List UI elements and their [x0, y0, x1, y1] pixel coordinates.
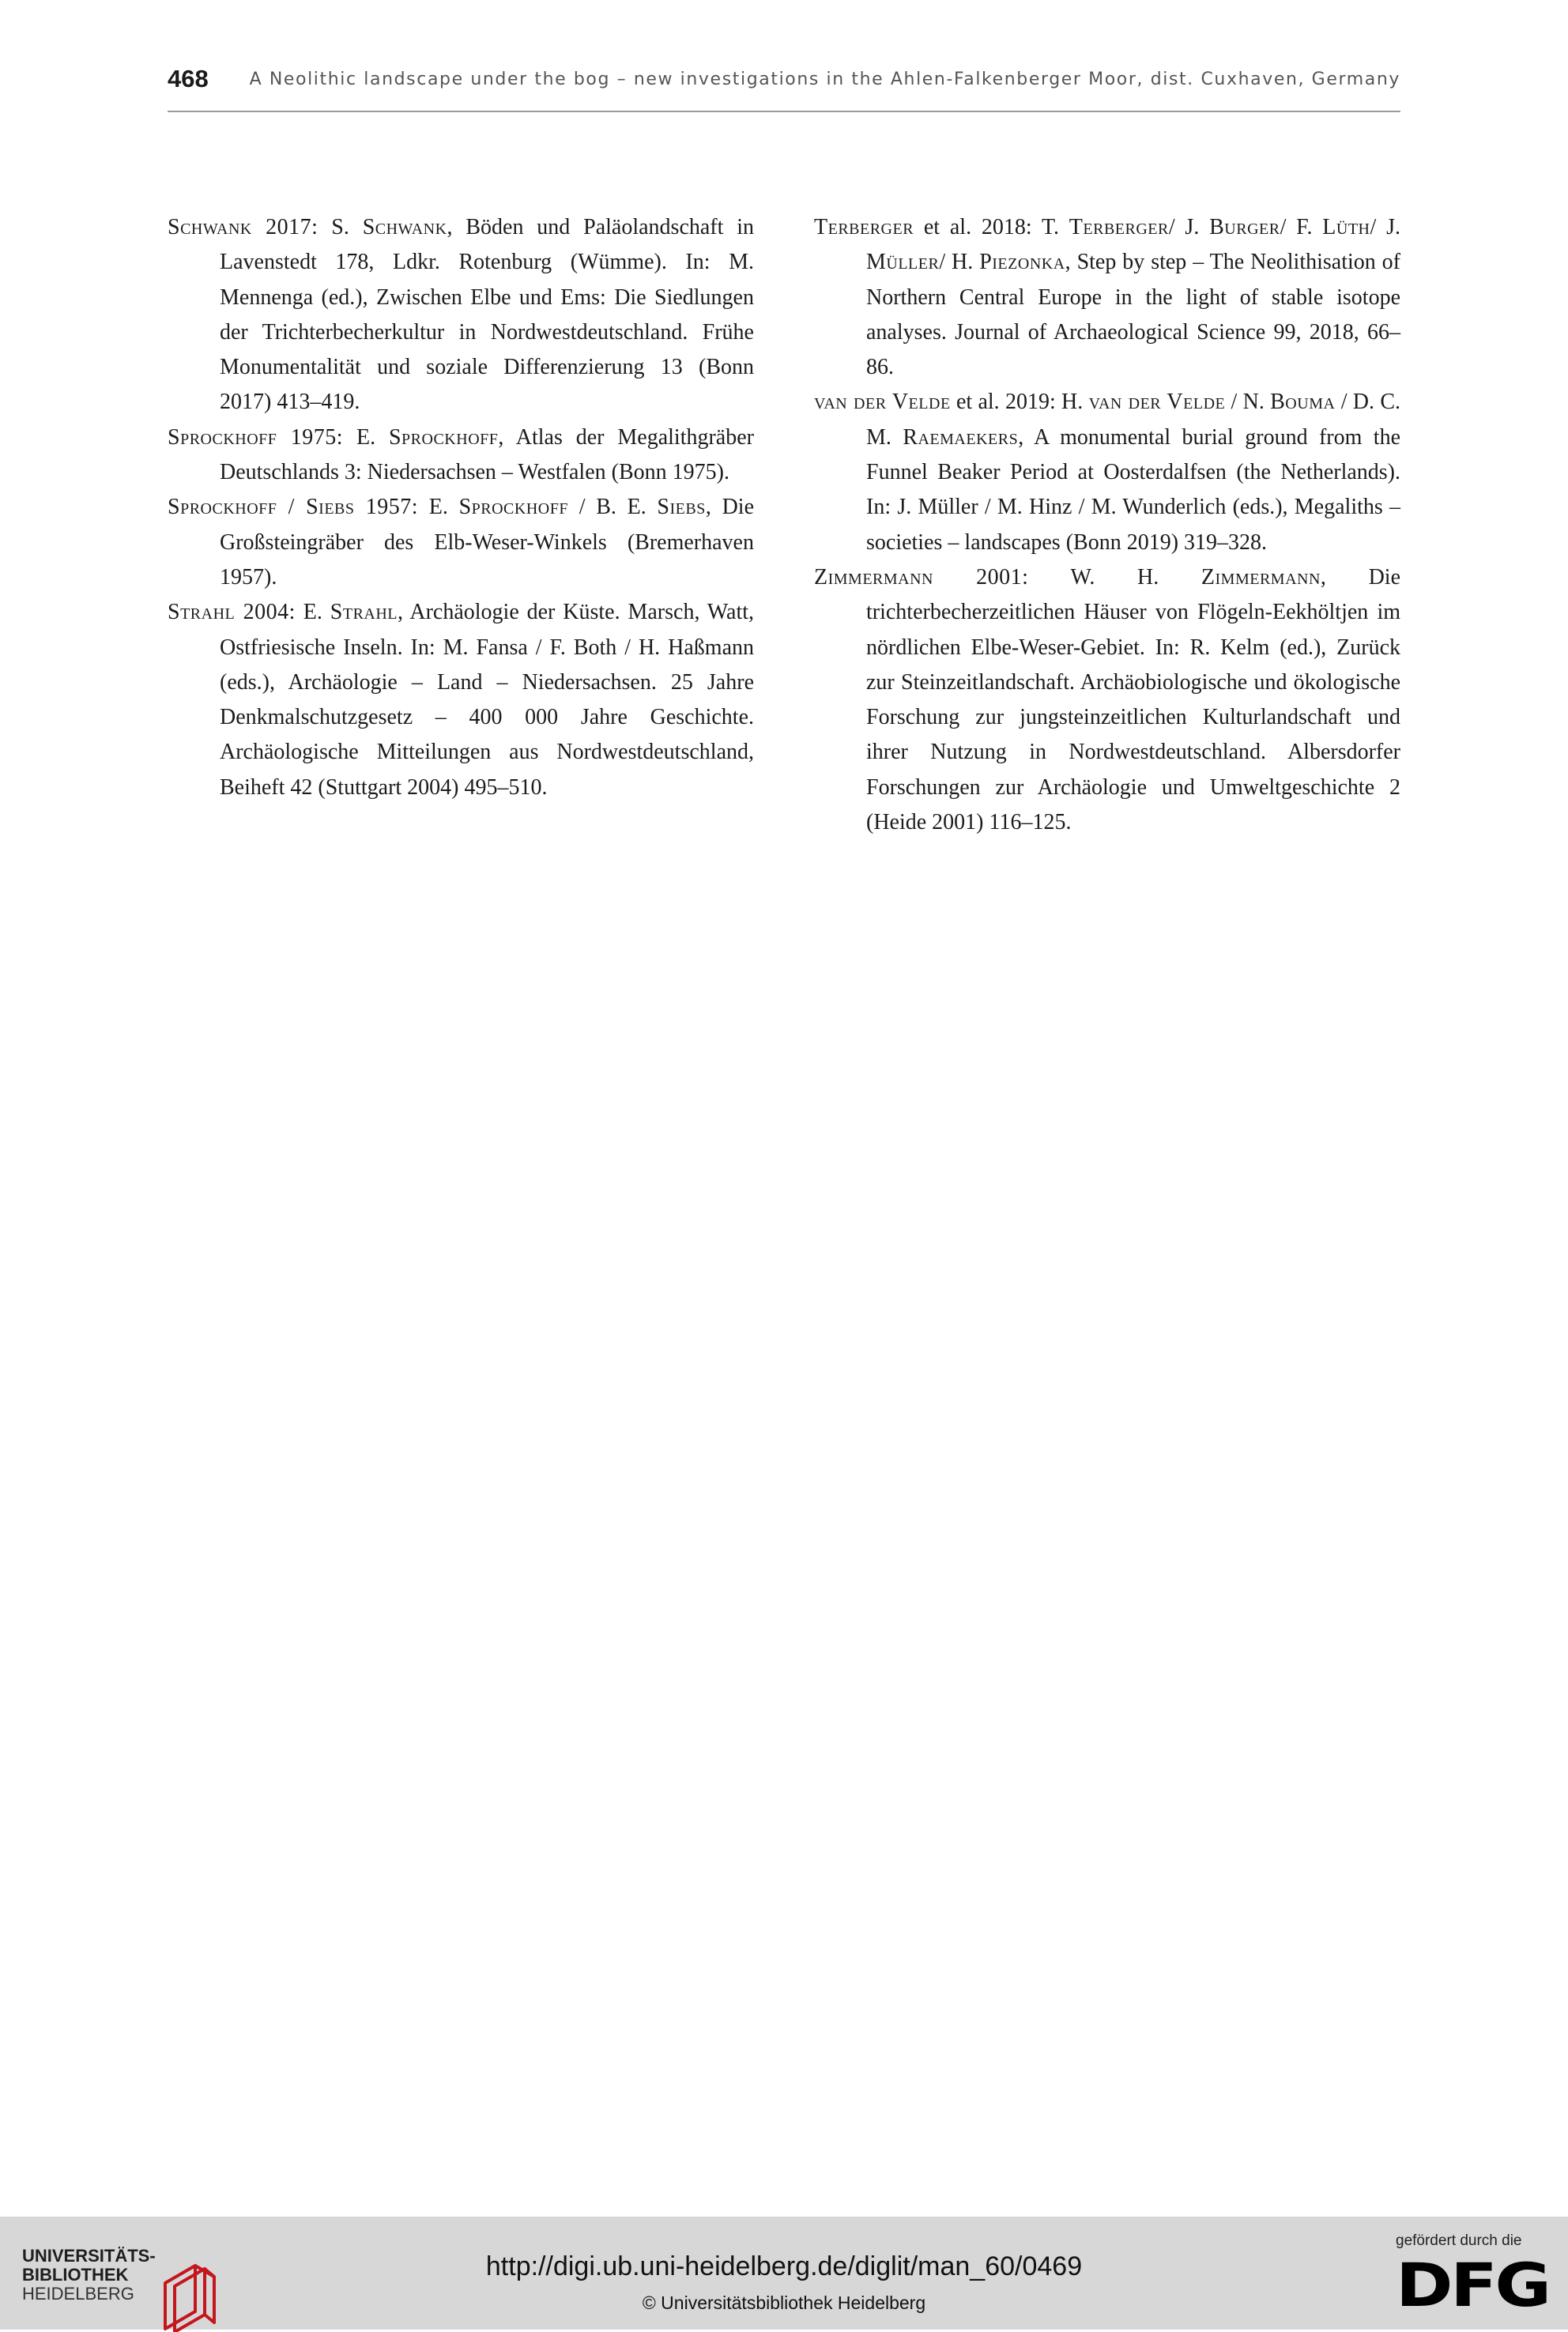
reference-key: Sprockhoff / Siebs 1957:: [168, 495, 419, 520]
reference-author: Müller: [866, 250, 940, 275]
reference-author: Lüth: [1322, 215, 1370, 239]
reference-text: , Die Großsteingräber des Elb-Weser-Winkels (Bremerhaven 1957).: [220, 495, 754, 590]
dfg-logo-text: DFG: [1396, 2250, 1549, 2320]
reference-author: Schwank: [362, 215, 447, 239]
reference-author: van der Velde: [1088, 390, 1226, 415]
reference-author: Sprockhoff: [458, 495, 568, 520]
reference-key: Strahl 2004:: [168, 600, 296, 625]
references-right-column: [814, 210, 1400, 840]
reference-key: van der Velde: [814, 390, 951, 415]
digitization-url-link[interactable]: http://digi.ub.uni-heidelberg.de/diglit/man_60/0469: [485, 2251, 1083, 2281]
library-name-line2: BIBLIOTHEK: [22, 2265, 129, 2285]
reference-entry: Schwank 2017: S. Schwank, Böden und Paläolandschaft in Lavenstedt 178, Ldkr. Rotenburg (Wümme). In: M. Mennenga (ed.), Zwischen Elbe und Ems: Die Siedlungen der Trichterbecherkultur in Nordwestdeutschland. Frühe Monumentalität und soziale Differenzierung 13 (Bonn 2017) 413–419.: [168, 215, 755, 415]
reference-author: Raemaekers: [903, 424, 1019, 450]
funding-caption: gefördert durch die: [1396, 2232, 1522, 2249]
reference-entry: Sprockhoff 1975: E. Sprockhoff, Atlas der Megalithgräber Deutschlands 3: Niedersachsen – Westfalen (Bonn 1975).: [168, 424, 754, 485]
reference-author: Strahl: [330, 600, 398, 625]
reference-text: , Die trichterbecherzeitlichen Häuser von Flögeln-Eekhöltjen im nördlichen Elbe-Weser-Gebiet. In: R. Kelm (ed.), Zurück zur Steinzeitlandschaft. Archäobiologische und ökologische Forschung zur jungsteinzeitlichen Kulturlandschaft und ihrer Nutzung in Nordwestdeutschland. Albersdorfer Forschungen zur Archäologie und Umweltgeschichte 2 (Heide 2001) 116–125.: [866, 564, 1400, 835]
reference-key: Sprockhoff 1975:: [168, 424, 344, 450]
reference-text: , A monumental burial ground from the Funnel Beaker Period at Oosterdalfsen (the Netherlands). In: J. Müller / M. Hinz / M. Wunderlich (eds.), Megaliths – societies – landscapes (Bonn 2019) 319–328.: [866, 424, 1401, 555]
reference-text: , Archäologie der Küste. Marsch, Watt, Ostfriesische Inseln. In: M. Fansa / F. Both / H. Haßmann (eds.), Archäologie – Land – Niedersachsen. 25 Jahre Denkmalschutzgesetz – 400 000 Jahre Geschichte. Archäologische Mitteilungen aus Nordwestdeutschland, Beiheft 42 (Stuttgart 2004) 495–510.: [220, 600, 754, 800]
digitization-footer: [0, 2217, 1568, 2330]
reference-entry: Sprockhoff / Siebs 1957: E. Sprockhoff / B. E. Siebs, Die Großsteingräber des Elb-Weser-Winkels (Bremerhaven 1957).: [168, 495, 754, 590]
reference-key: Terberger: [814, 215, 914, 239]
reference-author: Sprockhoff: [388, 424, 499, 450]
reference-author: Siebs: [657, 495, 706, 520]
reference-entry: van der Velde et al. 2019: H. van der Velde / N. Bouma / D. C. M. Raemaekers, A monumental burial ground from the Funnel Beaker Period at Oosterdalfsen (the Netherlands). In: J. Müller / M. Hinz / M. Wunderlich (eds.), Megaliths – societies – landscapes (Bonn 2019) 319–328.: [814, 390, 1401, 555]
copyright-notice: © Universitätsbibliothek Heidelberg: [642, 2292, 926, 2313]
reference-key: Zimmermann 2001:: [814, 564, 1029, 590]
reference-key: Schwank 2017:: [168, 215, 318, 239]
dfg-funding-logo[interactable]: [1396, 2232, 1554, 2320]
reference-entry: Zimmermann 2001: W. H. Zimmermann, Die trichterbecherzeitlichen Häuser von Flögeln-Eekhöltjen im nördlichen Elbe-Weser-Gebiet. In: R. Kelm (ed.), Zurück zur Steinzeitlandschaft. Archäobiologische und ökologische Forschung zur jungsteinzeitlichen Kulturlandschaft und ihrer Nutzung in Nordwestdeutschland. Albersdorfer Forschungen zur Archäologie und Umweltgeschichte 2 (Heide 2001) 116–125.: [814, 564, 1400, 835]
library-name-line1: UNIVERSITÄTS-: [22, 2246, 156, 2266]
running-header: [168, 62, 1400, 112]
page-number: 468: [168, 65, 209, 92]
reference-text: , Böden und Paläolandschaft in Lavenstedt 178, Ldkr. Rotenburg (Wümme). In: M. Mennenga (ed.), Zwischen Elbe und Ems: Die Siedlungen der Trichterbecherkultur in Nordwestdeutschland. Frühe Monumentalität und soziale Differenzierung 13 (Bonn 2017) 413–419.: [220, 215, 755, 415]
reference-author: Piezonka: [979, 250, 1065, 275]
running-title: A Neolithic landscape under the bog – new investigations in the Ahlen-Falkenberger Moor, dist. Cuxhaven, Germany: [249, 70, 1400, 89]
reference-text: , Atlas der Megalithgräber Deutschlands 3: Niedersachsen – Westfalen (Bonn 1975).: [220, 424, 754, 485]
reference-author: Zimmermann: [1200, 564, 1321, 590]
reference-text: , Step by step – The Neolithisation of Northern Central Europe in the light of stable isotope analyses. Journal of Archaeological Science 99, 2018, 66–86.: [866, 250, 1401, 380]
reference-entry: Strahl 2004: E. Strahl, Archäologie der Küste. Marsch, Watt, Ostfriesische Inseln. In: M. Fansa / F. Both / H. Haßmann (eds.), Archäologie – Land – Niedersachsen. 25 Jahre Denkmalschutzgesetz – 400 000 Jahre Geschichte. Archäologische Mitteilungen aus Nordwestdeutschland, Beiheft 42 (Stuttgart 2004) 495–510.: [168, 600, 754, 800]
reference-author: Bouma: [1270, 390, 1336, 415]
library-name-line3: HEIDELBERG: [22, 2284, 134, 2304]
references-left-column: [168, 210, 754, 805]
reference-author: Terberger: [1069, 215, 1169, 239]
reference-entry: Terberger et al. 2018: T. Terberger/ J. Burger/ F. Lüth/ J. Müller/ H. Piezonka, Step by step – The Neolithisation of Northern Central Europe in the light of stable isotope analyses. Journal of Archaeological Science 99, 2018, 66–86.: [814, 215, 1401, 380]
reference-author: Burger: [1209, 215, 1280, 239]
